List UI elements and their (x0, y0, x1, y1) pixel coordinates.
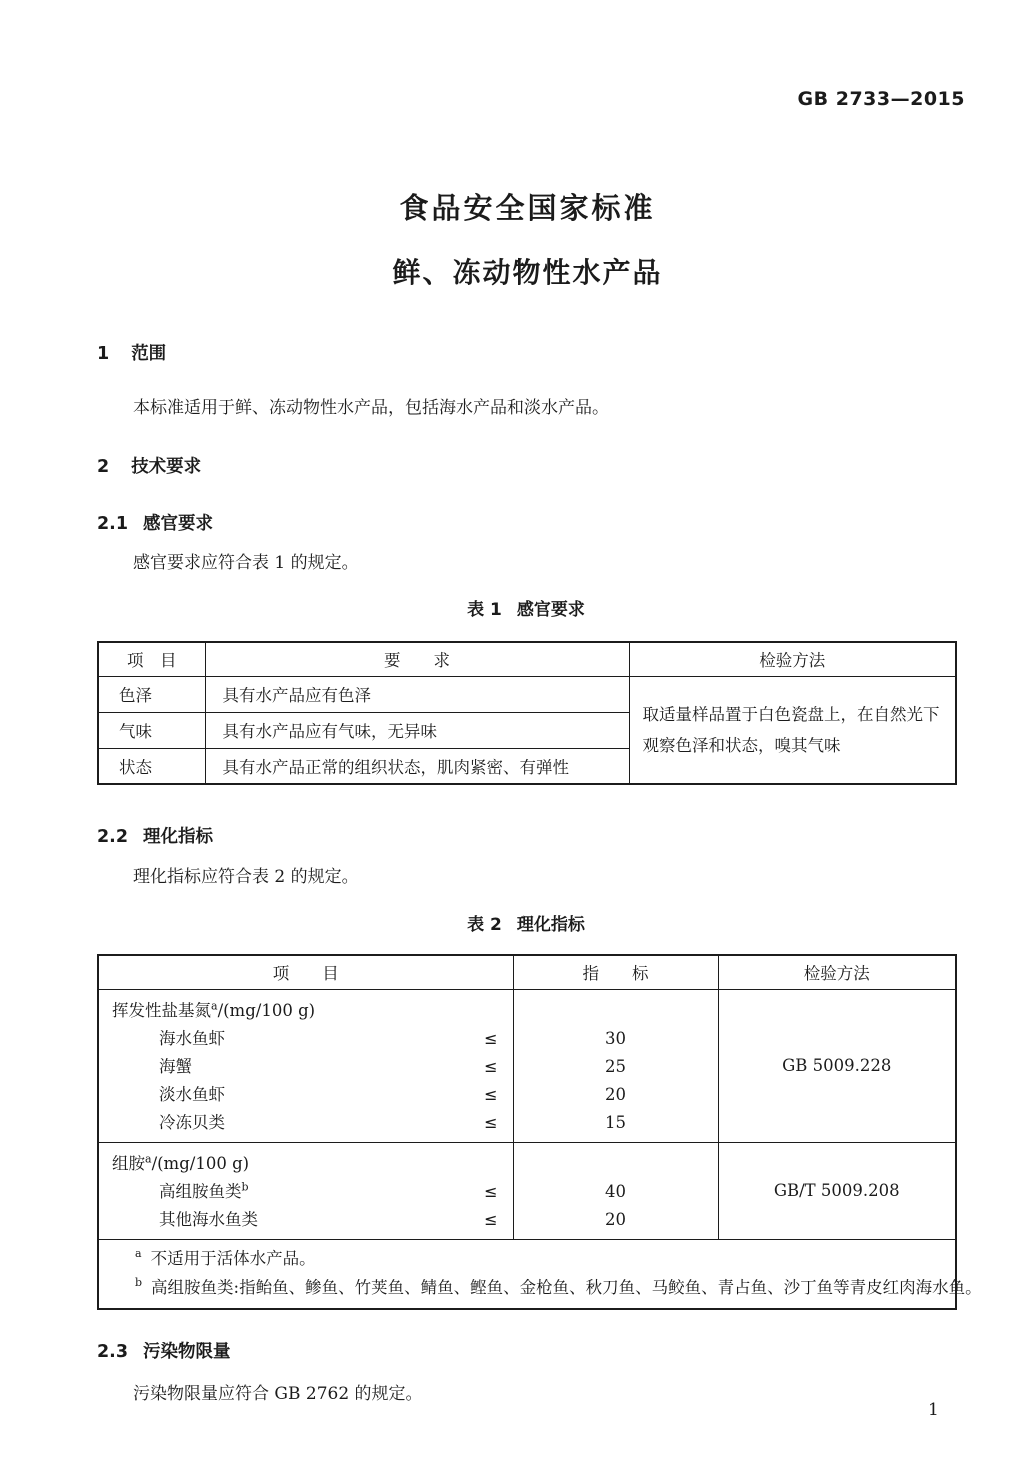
section-2-2-title: 理化指标 (143, 827, 214, 847)
histamine-value-high: 40 (605, 1181, 626, 1201)
tvbn-method: GB 5009.228 (718, 989, 956, 1142)
sensory-requirements-table (97, 641, 957, 785)
footnote-ref-a: a (145, 1152, 152, 1165)
histamine-method: GB/T 5009.208 (718, 1142, 956, 1239)
tvbn-value-frozen-shellfish: 15 (605, 1112, 626, 1132)
tvbn-label: 挥发性盐基氮$^a$/(mg/100 g) (112, 999, 316, 1020)
section-2-heading (97, 453, 201, 478)
table-2-group-histamine (98, 1142, 956, 1239)
physicochemical-index-table (97, 954, 982, 1310)
section-2-2-heading (97, 823, 213, 848)
section-2-1-paragraph: 感官要求应符合表 1 的规定。 (133, 553, 359, 573)
table-1-header-method: 检验方法 (629, 642, 956, 676)
section-2-2-number: 2.2 (97, 827, 129, 847)
footnote-a-marker: a (135, 1247, 142, 1260)
section-2-1-heading (97, 510, 213, 535)
section-2-number: 2 (97, 457, 110, 477)
title-line-2: 鲜、冻动物性水产品 (392, 256, 663, 289)
tvbn-value-seafish: 30 (605, 1028, 626, 1048)
le-operator: ≤ (484, 1084, 498, 1104)
table-1-header-requirement: 要 求 (205, 642, 629, 676)
le-operator: ≤ (484, 1112, 498, 1132)
table-1-method-cell: 取适量样品置于白色瓷盘上，在自然光下观察色泽和状态，嗅其气味 (629, 676, 956, 784)
histamine-value-other: 20 (605, 1209, 626, 1229)
footnote-a-text: 不适用于活体水产品。 (150, 1248, 316, 1268)
section-2-2-paragraph: 理化指标应符合表 2 的规定。 (133, 867, 359, 887)
table-2-footnotes-cell (98, 1239, 982, 1309)
footnote-a (99, 1244, 945, 1273)
table-2-group-tvbn (98, 989, 956, 1142)
tvbn-row-freshwater: 淡水鱼虾 ≤ (99, 1081, 513, 1109)
page-number: 1 (928, 1400, 939, 1420)
table-2-caption (97, 910, 955, 935)
le-operator: ≤ (484, 1056, 498, 1076)
table-2-header-method: 检验方法 (718, 955, 956, 989)
section-2-title: 技术要求 (131, 457, 202, 477)
section-2-3-number: 2.3 (97, 1342, 129, 1362)
tvbn-row-seafish: 海水鱼虾 ≤ (99, 1025, 513, 1053)
section-2-1-title: 感官要求 (143, 514, 214, 534)
table-2-footnotes-row (98, 1239, 956, 1309)
le-operator: ≤ (484, 1209, 498, 1229)
histamine-index-cell (513, 1142, 718, 1239)
footnote-ref-b: b (241, 1180, 249, 1193)
footnote-b (99, 1273, 982, 1302)
section-1-paragraph: 本标准适用于鲜、冻动物性水产品，包括海水产品和淡水产品。 (133, 398, 609, 418)
table-1-item-color: 色泽 (98, 676, 205, 712)
tvbn-item-cell (98, 989, 513, 1142)
table-1-header-row (98, 642, 956, 676)
table-1-item-state: 状态 (98, 748, 205, 784)
table-1-caption-title: 感官要求 (516, 600, 585, 620)
table-2-caption-title: 理化指标 (516, 915, 585, 935)
standard-code: GB 2733—2015 (797, 88, 965, 110)
tvbn-value-seacrab: 25 (605, 1056, 626, 1076)
histamine-row-high: 高组胺鱼类$^b$ ≤ (99, 1178, 513, 1206)
blank-line (514, 997, 718, 1025)
table-row (98, 676, 956, 712)
document-title (97, 186, 958, 291)
footnote-b-marker: b (135, 1276, 143, 1289)
section-1-heading (97, 340, 166, 365)
table-1-caption (97, 595, 955, 620)
histamine-row-other: 其他海水鱼类 ≤ (99, 1206, 513, 1234)
footnote-ref-a: a (211, 999, 218, 1012)
section-2-3-title: 污染物限量 (143, 1342, 231, 1362)
table-1-header-item: 项 目 (98, 642, 205, 676)
section-2-3-paragraph: 污染物限量应符合 GB 2762 的规定。 (133, 1384, 423, 1404)
table-2-header-index: 指 标 (513, 955, 718, 989)
section-1-number: 1 (97, 344, 110, 364)
le-operator: ≤ (484, 1181, 498, 1201)
tvbn-row-seacrab: 海蟹 ≤ (99, 1053, 513, 1081)
tvbn-index-cell (513, 989, 718, 1142)
tvbn-row-frozen-shellfish: 冷冻贝类 ≤ (99, 1109, 513, 1137)
table-1-caption-prefix: 表 1 (467, 600, 502, 620)
blank-line (514, 1150, 718, 1178)
histamine-label: 组胺$^a$/(mg/100 g) (112, 1152, 250, 1173)
table-2-header-item: 项 目 (98, 955, 513, 989)
section-2-1-number: 2.1 (97, 514, 129, 534)
section-2-3-heading (97, 1338, 231, 1363)
tvbn-value-freshwater: 20 (605, 1084, 626, 1104)
histamine-item-cell (98, 1142, 513, 1239)
table-1-item-odor: 气味 (98, 712, 205, 748)
table-1-req-odor: 具有水产品应有气味，无异味 (205, 712, 629, 748)
section-1-title: 范围 (131, 344, 167, 364)
table-1-req-color: 具有水产品应有色泽 (205, 676, 629, 712)
table-2-caption-prefix: 表 2 (467, 915, 502, 935)
table-2-header-row (98, 955, 956, 989)
footnote-b-text: 高组胺鱼类:指鲐鱼、鲹鱼、竹荚鱼、鲭鱼、鲣鱼、金枪鱼、秋刀鱼、马鲛鱼、青占鱼、沙丁鱼等青皮红肉海水鱼。 (151, 1277, 982, 1297)
title-line-1: 食品安全国家标准 (399, 191, 656, 225)
table-1-req-state: 具有水产品正常的组织状态，肌肉紧密、有弹性 (205, 748, 629, 784)
le-operator: ≤ (484, 1028, 498, 1048)
